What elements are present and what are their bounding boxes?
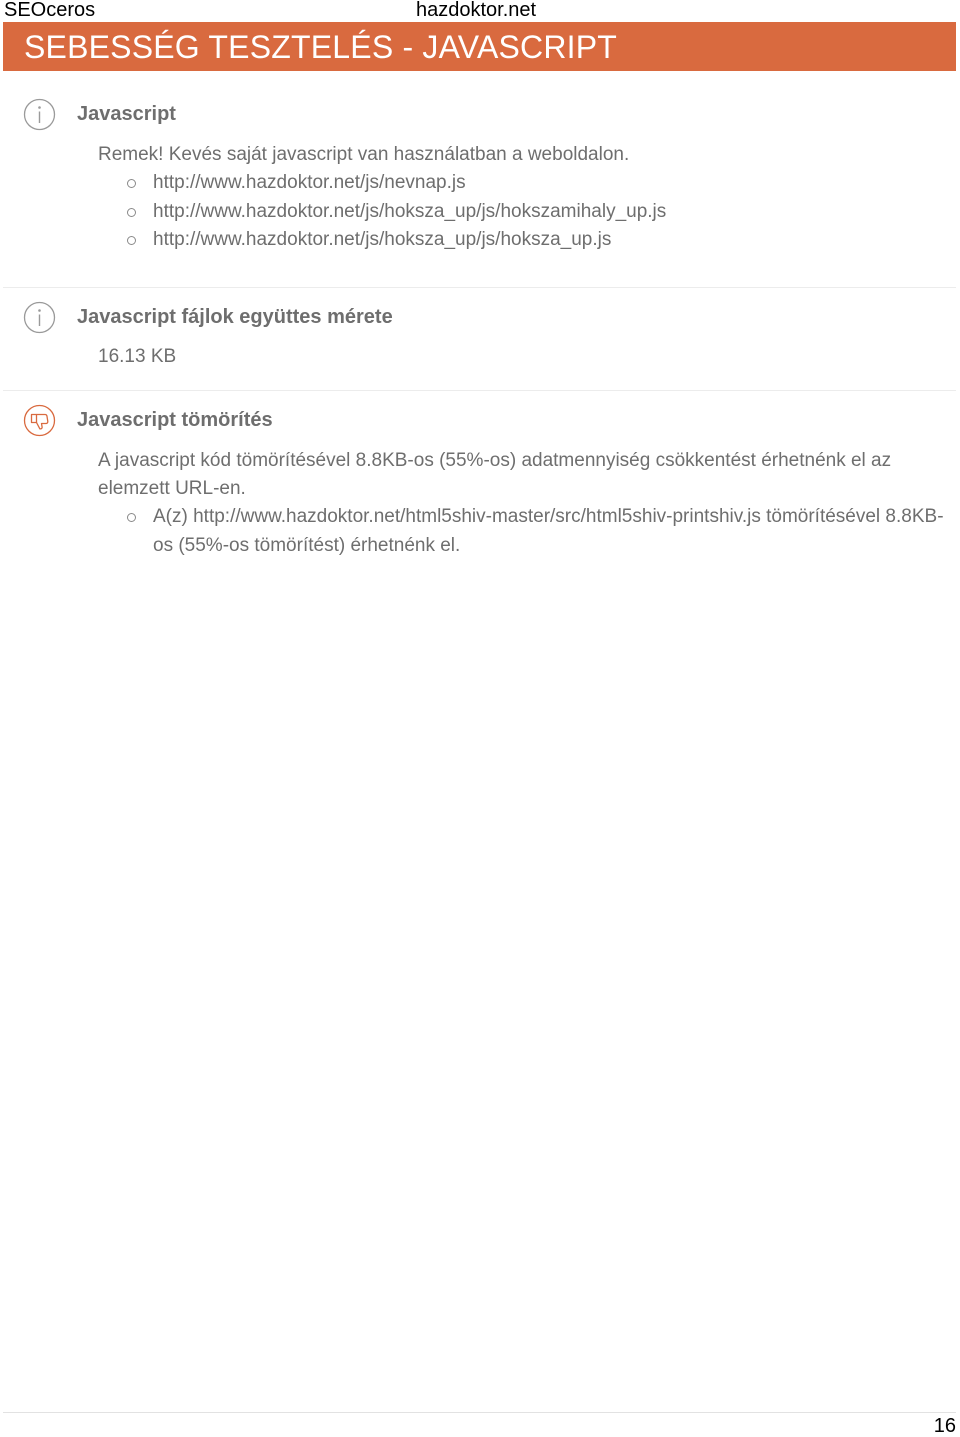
bullet-icon — [127, 236, 136, 245]
section-title: Javascript fájlok együttes mérete — [77, 306, 393, 328]
section-title: Javascript tömörítés — [77, 409, 273, 431]
title-bar — [3, 22, 956, 71]
bullet-icon — [127, 208, 136, 217]
compression-list — [127, 503, 947, 560]
bullet-icon — [127, 179, 136, 188]
js-size-value: 16.13 KB — [98, 346, 177, 367]
divider — [3, 390, 956, 391]
divider — [3, 287, 956, 288]
thumbs-down-icon — [23, 404, 56, 437]
site-name: hazdoktor.net — [416, 0, 537, 21]
page-title: SEBESSÉG TESZTELÉS - JAVASCRIPT — [24, 29, 618, 65]
script-list — [127, 169, 947, 255]
list-item: http://www.hazdoktor.net/js/hoksza_up/js/hokszamihaly_up.js — [127, 198, 947, 227]
footer-divider — [3, 1412, 956, 1413]
section-text: A javascript kód tömörítésével 8.8KB-os (55%-os) adatmennyiség csökkentést érhetnénk el az elemzett URL-en. — [98, 450, 892, 499]
info-icon — [23, 98, 56, 131]
section-title: Javascript — [77, 103, 176, 125]
page-number: 16 — [933, 1415, 956, 1437]
list-item: http://www.hazdoktor.net/js/hoksza_up/js/hoksza_up.js — [127, 226, 947, 255]
list-item: A(z) http://www.hazdoktor.net/html5shiv-master/src/html5shiv-printshiv.js tömörítésével 8.8KB-os (55%-os tömörítést) érhetnénk el. — [127, 503, 947, 560]
brand-name: SEOceros — [4, 0, 96, 21]
bullet-icon — [127, 513, 136, 522]
list-item: http://www.hazdoktor.net/js/nevnap.js — [127, 169, 947, 198]
info-icon — [23, 301, 56, 334]
section-text: Remek! Kevés saját javascript van használatban a weboldalon. — [98, 144, 630, 165]
page-header — [0, 0, 960, 22]
